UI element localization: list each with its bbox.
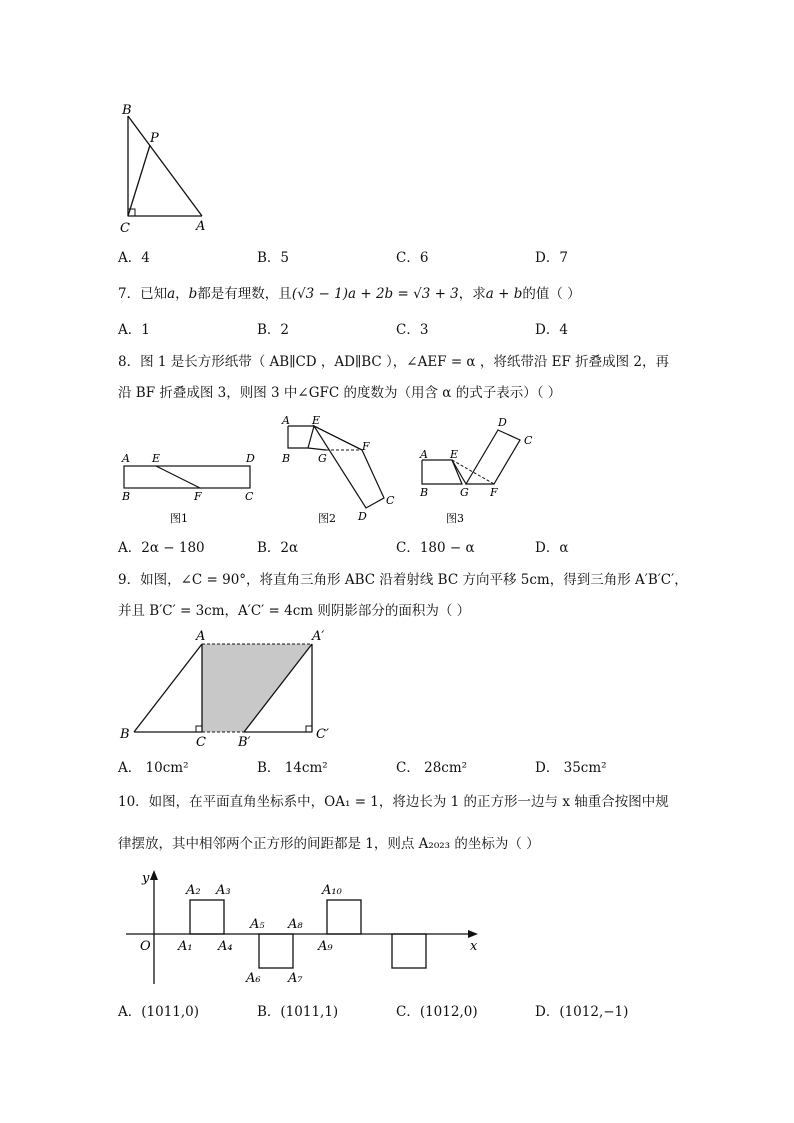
label-b: B bbox=[122, 103, 132, 118]
q7-option-a: A．1 bbox=[118, 322, 150, 338]
label-a8: A₈ bbox=[288, 917, 303, 932]
fig3-label-b: B bbox=[420, 486, 429, 499]
fig3-label-a: A bbox=[420, 448, 428, 461]
label-a10: A₁₀ bbox=[322, 883, 342, 898]
q10-option-c: C．(1012,0) bbox=[396, 1004, 478, 1020]
q7-option-b: B．2 bbox=[257, 322, 290, 338]
y-axis-label: y bbox=[142, 871, 150, 886]
square-2 bbox=[259, 934, 293, 968]
square-4 bbox=[392, 934, 426, 968]
q7-equation: (√3 − 1)a + 2b = √3 + 3 bbox=[291, 286, 459, 302]
q8-question-line1: 8．图 1 是长方形纸带（ AB∥CD ，AD∥BC ），∠AEF = α ，将纸带沿 EF 折叠成图 2，再 bbox=[118, 354, 670, 370]
q10-question-line2: 律摆放，其中相邻两个正方形的间距都是 1，则点 A₂₀₂₃ 的坐标为（ ） bbox=[118, 836, 540, 852]
q8-option-d: D．α bbox=[535, 540, 569, 556]
label-c: C bbox=[120, 221, 130, 236]
fig2-label-a: A bbox=[282, 414, 290, 427]
label-b-prime: B′ bbox=[238, 735, 251, 750]
q7-option-c: C．3 bbox=[396, 322, 429, 338]
q8-figure-1 bbox=[116, 448, 266, 528]
strip-left-part bbox=[288, 426, 314, 448]
q7-var-a: a bbox=[167, 286, 176, 302]
label-c: C bbox=[196, 735, 206, 750]
fig3-label-f: F bbox=[490, 486, 498, 499]
label-a7: A₇ bbox=[288, 971, 303, 986]
fig2-caption: 图2 bbox=[318, 512, 336, 525]
q7-text-3: ，求 bbox=[458, 286, 486, 302]
label-b: B bbox=[120, 727, 130, 742]
fig1-label-e: E bbox=[152, 452, 161, 465]
fig2-label-b: B bbox=[282, 452, 291, 465]
q10-option-a: A．(1011,0) bbox=[118, 1004, 200, 1020]
q8-option-a: A．2α − 180 bbox=[118, 540, 205, 556]
label-a6: A₆ bbox=[246, 971, 261, 986]
label-a: A bbox=[196, 219, 206, 234]
q6-option-b: B．5 bbox=[257, 250, 290, 266]
fig1-label-d: D bbox=[246, 452, 255, 465]
q10-option-b: B．(1011,1) bbox=[257, 1004, 339, 1020]
q9-option-c: C． 28cm² bbox=[396, 760, 468, 776]
y-axis-arrow bbox=[150, 870, 158, 880]
q9-option-a: A． 10cm² bbox=[118, 760, 189, 776]
label-a3: A₃ bbox=[216, 883, 231, 898]
label-a2: A₂ bbox=[186, 883, 201, 898]
origin-label: O bbox=[140, 939, 151, 954]
shaded-region bbox=[202, 644, 312, 732]
square-3 bbox=[327, 900, 361, 934]
fig3-label-c: C bbox=[524, 434, 533, 447]
label-a-prime: A′ bbox=[312, 629, 325, 644]
q6-option-d: D．7 bbox=[535, 250, 568, 266]
label-a4: A₄ bbox=[218, 939, 233, 954]
q8-figure-3 bbox=[416, 414, 546, 528]
right-angle-mark-c2 bbox=[306, 726, 312, 732]
fig1-label-a: A bbox=[122, 452, 130, 465]
fold-line-ef bbox=[156, 466, 200, 488]
fig2-label-g: G bbox=[318, 452, 327, 465]
fig3-caption: 图3 bbox=[446, 512, 464, 525]
fig1-label-b: B bbox=[122, 490, 131, 503]
fig1-caption: 图1 bbox=[170, 512, 188, 525]
label-a: A bbox=[196, 629, 206, 644]
fig2-label-f: F bbox=[362, 440, 370, 453]
q9-option-b: B． 14cm² bbox=[257, 760, 328, 776]
side-ba bbox=[128, 116, 202, 216]
fig2-label-d: D bbox=[358, 510, 367, 523]
edge-bg bbox=[308, 448, 326, 450]
q9-option-d: D． 35cm² bbox=[535, 760, 607, 776]
q6-option-a: A．4 bbox=[118, 250, 150, 266]
q7-text-2: 都是有理数，且 bbox=[197, 286, 292, 302]
q9-question-line1: 9．如图，∠C = 90°，将直角三角形 ABC 沿着射线 BC 方向平移 5cm，得到三角形 A′B′C′， bbox=[118, 572, 688, 588]
x-axis-label: x bbox=[470, 939, 478, 954]
q8-option-b: B．2α bbox=[257, 540, 299, 556]
label-c-prime: C′ bbox=[316, 727, 329, 742]
right-angle-mark-c bbox=[196, 726, 202, 732]
q6-option-c: C．6 bbox=[396, 250, 429, 266]
fig2-label-e: E bbox=[312, 414, 321, 427]
fig3-label-g: G bbox=[460, 486, 469, 499]
label-a1: A₁ bbox=[178, 939, 193, 954]
q10-coordinate-figure bbox=[116, 866, 496, 992]
q7-question bbox=[118, 284, 581, 304]
label-p: P bbox=[150, 131, 159, 146]
q7-option-d: D．4 bbox=[535, 322, 568, 338]
q7-sep: ， bbox=[175, 286, 189, 302]
fig3-label-d: D bbox=[498, 416, 507, 429]
fig2-label-c: C bbox=[386, 494, 395, 507]
folded-strip bbox=[466, 430, 520, 484]
q8-option-c: C．180 − α bbox=[396, 540, 475, 556]
q10-option-d: D．(1012,−1) bbox=[535, 1004, 629, 1020]
q7-text-1: 7．已知 bbox=[118, 286, 168, 302]
q7-text-4: 的值（ ） bbox=[522, 286, 581, 302]
square-1 bbox=[190, 900, 224, 934]
strip-left-part bbox=[422, 460, 462, 484]
fig1-label-f: F bbox=[194, 490, 202, 503]
q7-sum: a + b bbox=[485, 286, 523, 302]
q8-figure-2 bbox=[278, 412, 408, 528]
label-a9: A₉ bbox=[318, 939, 333, 954]
segment-cp bbox=[128, 145, 150, 216]
side-ab bbox=[134, 644, 202, 732]
q7-var-b: b bbox=[188, 286, 198, 302]
strip-rect bbox=[124, 466, 250, 488]
q9-translation-figure bbox=[116, 624, 346, 754]
x-axis-arrow bbox=[468, 930, 478, 938]
q9-question-line2: 并且 B′C′ = 3cm，A′C′ = 4cm 则阴影部分的面积为（ ） bbox=[118, 603, 471, 619]
folded-strip bbox=[314, 426, 384, 508]
q10-question-line1: 10．如图，在平面直角坐标系中，OA₁ = 1，将边长为 1 的正方形一边与 x 轴重合按图中规 bbox=[118, 794, 669, 810]
fig3-label-e: E bbox=[450, 448, 459, 461]
label-a5: A₅ bbox=[250, 917, 265, 932]
q8-question-line2: 沿 BF 折叠成图 3，则图 3 中∠GFC 的度数为（用含 α 的式子表示）（ ） bbox=[118, 385, 562, 401]
triangle-figure bbox=[110, 98, 220, 238]
fig1-label-c: C bbox=[245, 490, 254, 503]
